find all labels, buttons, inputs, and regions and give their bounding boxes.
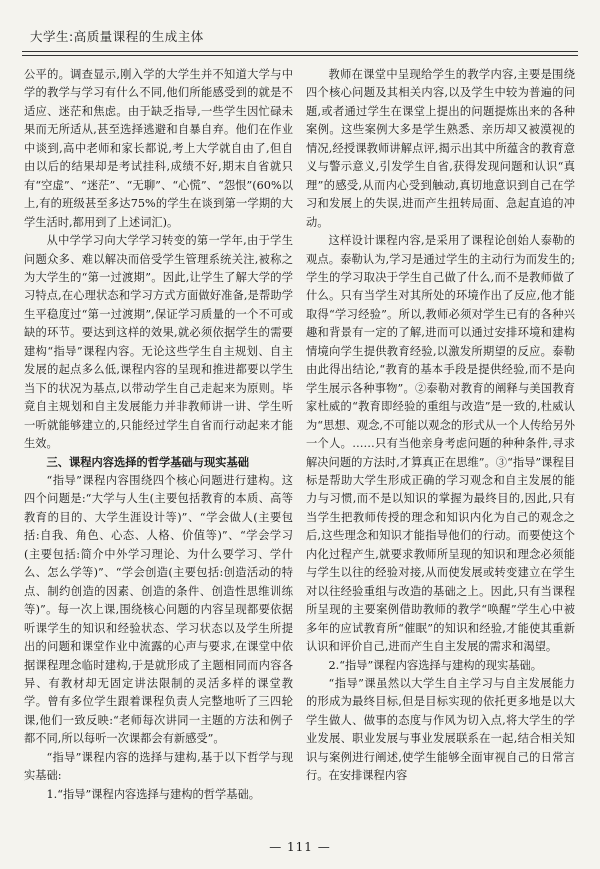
paragraph: “指导”课虽然以大学生自主学习与自主发展能力的形成为最终目标,但是目标实现的依托更多地是以大学生做人、做事的态度与作风为切入点,将大学生的学业发展、职业发展与事业发展联系在一起,结合相关知识与案例进行阐述,使学生能够全面审视自己的日常言行。在安排课程内容 — [306, 676, 575, 783]
paragraph: 从中学学习向大学学习转变的第一学年,由于学生问题众多、难以解决而倍受学生管理系统关注,被称之为大学生的“第一过渡期”。因此,让学生了解大学的学习特点,在心理状态和学习方式方面做好准备,是帮助学生平稳度过“第一过渡期”,保证学习质量的一个不可或缺的环节。要达到这样的效果,就必须依据学生的需要建构“指导”课程内容。无论这些学生自主规划、自主发展的起点多么低,课程内容的呈现和推进都要以学生当下的状况为基点,以带动学生自己走起来为原则。毕竟自主规划和自主发展能力并非教师讲一讲、学生听一听就能够建立的,只能经过学生自省而行动起来才能生效。 — [24, 234, 293, 451]
left-column — [24, 66, 293, 804]
page-number: — 111 — — [269, 840, 331, 854]
header-rule-thick — [22, 51, 578, 52]
paragraph: 1.“指导”课程内容选择与建构的哲学基础。 — [46, 787, 260, 801]
paragraph: “指导”课程内容围绕四个核心问题进行建构。这四个问题是:“大学与人生(主要包括教育的本质、高等教育的目的、大学生涯设计等)”、“学会做人(主要包括:自我、角色、心态、人格、价值等)”、“学会学习(主要包括:简介中外学习理论、为什么要学习、学什么、怎么学等)”、“学会创造(主要包括:创造活动的特点、制约创造的因素、创造的条件、创造性思维训练等)”。每一次上课,围绕核心问题的内容呈现都要依据听课学生的知识和经验状态、学习状态以及学生所提出的问题和课堂作业中流露的心声与要求,在课堂中依据课程理念临时建构,于是就形成了主题相同而内容各异、有教材却无固定讲法限制的灵活多样的课堂教学。曾有多位学生跟着课程负责人完整地听了三四轮课,他们一致反映:“老师每次讲同一主题的方法和例子都不同,所以每听一次课都会有新感受”。 — [24, 473, 293, 746]
paragraph-continued: 公平的。调查显示,刚入学的大学生并不知道大学与中学的教学与学习有什么不同,他们所能感受到的就是不适应、迷茫和焦虑。由于缺乏指导,一些学生因忙碌未果而无所适从,甚至选择逃避和自暴自弃。他们在作业中谈到,高中老师和家长都说,考上大学就自由了,但自由以后的结果却是考试挂科,成绩不好,期末自省就只有“空虚”、“迷茫”、“无聊”、“心慌”、“怨恨”(60%以上,有的班级甚至多达75%的学生在谈到第一学期的大学生活时,都用到了上述词汇)。 — [24, 68, 293, 229]
paragraph: 教师在课堂中呈现给学生的教学内容,主要是围绕四个核心问题及其相关内容,以及学生中较为普遍的问题,或者通过学生在课堂上提出的问题提炼出来的各种案例。这些案例大多是学生熟悉、亲历却又被漠视的情况,经授课教师讲解点评,揭示出其中所蕴含的教育意义与警示意义,引发学生自省,获得发现问题和认识“真理”的感受,从而内心受到触动,真切地意识到自己在学习和发展上的失误,进而产生扭转局面、急起直追的冲动。 — [306, 68, 575, 229]
paragraph: 这样设计课程内容,是采用了课程论创始人泰勒的观点。泰勒认为,学习是通过学生的主动行为而发生的;学生的学习取决于学生自己做了什么,而不是教师做了什么。只有当学生对其所处的环境作出了反应,他才能取得“学习经验”。所以,教师必须对学生已有的各种兴趣和背景有一定的了解,进而可以通过安排环境和建构情境向学生提供教育经验,以激发所期望的反应。泰勒由此得出结论,“教育的基本手段是提供经验,而不是向学生展示各种事物”。②泰勒对教育的阐释与美国教育家杜威的“教育即经验的重组与改造”是一致的,杜威认为“思想、观念,不可能以观念的形式从一个人传给另外一个人。……只有当他亲身考虑问题的种种条件,寻求解决问题的方法时,才算真正在思维”。③“指导”课程目标是帮助大学生形成正确的学习观念和自主发展的能力与习惯,而不是以知识的掌握为最终目的,因此,只有当学生把教师传授的理念和知识内化为自己的观念之后,这些理念和知识才能指导他们的行动。而要使这个内化过程产生,就要求教师所呈现的知识和理念必须能与学生以往的经验对接,从而使发展或转变建立在学生对以往经验重组与改造的基础之上。因此,只有当课程所呈现的主要案例借助教师的教学“唤醒”学生心中被多年的应试教育所“催眠”的知识和经验,才能使其重新认识和评价自己,进而产生自主发展的需求和渴望。 — [306, 234, 575, 654]
section-heading: 三、课程内容选择的哲学基础与现实基础 — [46, 455, 250, 469]
running-header: 大学生:高质量课程的生成主体 — [30, 29, 204, 44]
header-rule-thin — [22, 55, 578, 56]
paragraph: “指导”课程内容的选择与建构,基于以下哲学与现实基础: — [24, 750, 293, 783]
paragraph: 2.“指导”课程内容选择与建构的现实基础。 — [328, 658, 542, 672]
right-column — [306, 66, 575, 786]
